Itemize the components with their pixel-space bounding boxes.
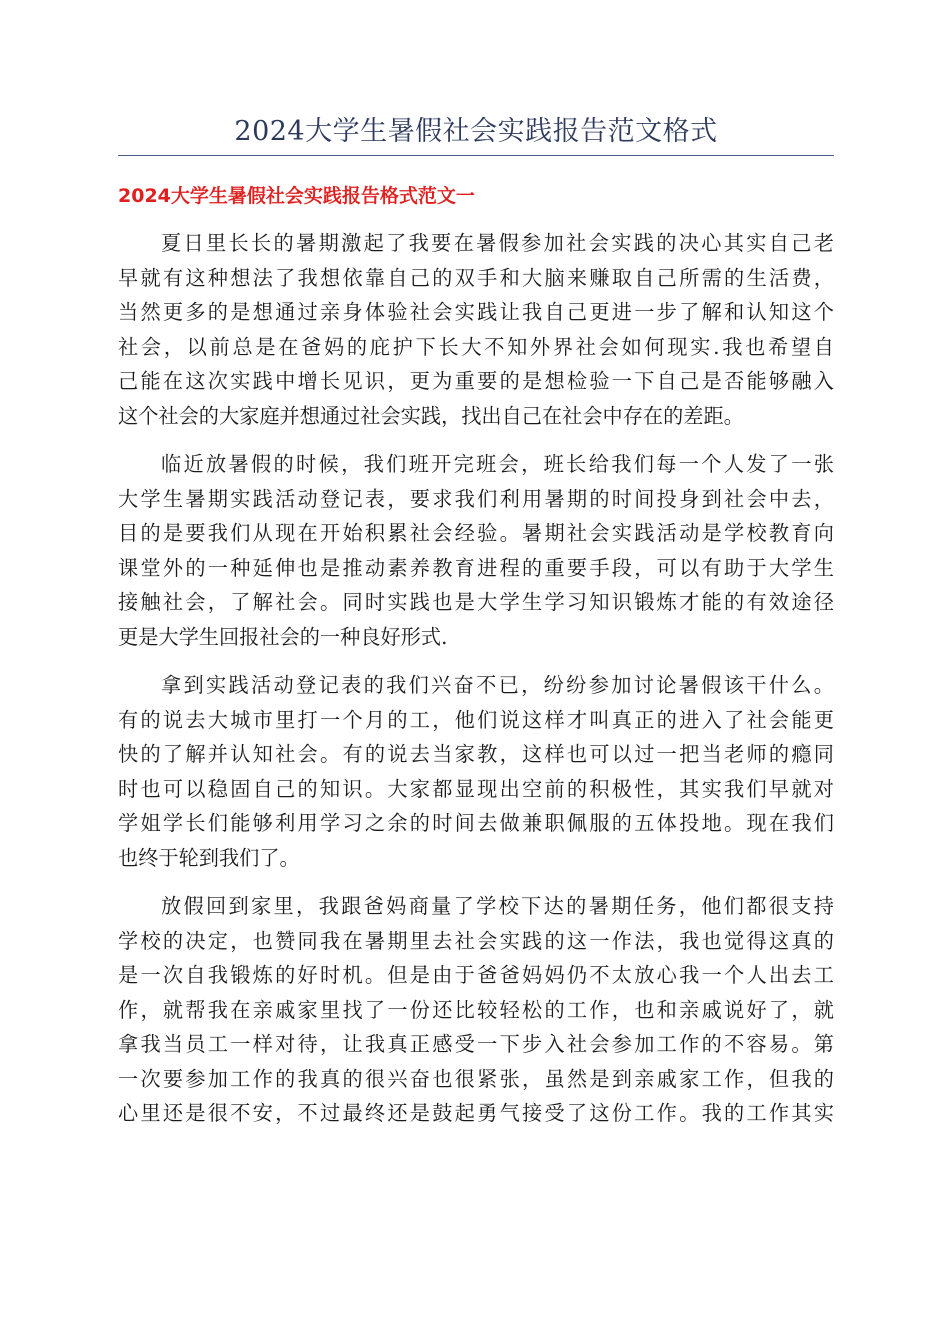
body-text: [118, 226, 834, 1145]
paragraph-line: 课堂外的一种延伸也是推动素养教育进程的重要手段，可以有助于大学生: [118, 555, 834, 580]
paragraph-line: 己能在这次实践中增长见识，更为重要的是想检验一下自己是否能够融入: [118, 369, 834, 393]
paragraph-3: [118, 668, 834, 875]
paragraph-line: 作，就帮我在亲戚家里找了一份还比较轻松的工作，也和亲戚说好了，就: [118, 997, 834, 1022]
paragraph-line: 夏日里长长的暑期激起了我要在暑假参加社会实践的决心其实自己老: [161, 231, 834, 255]
paragraph-line: 学校的决定，也赞同我在暑期里去社会实践的这一作法，我也觉得这真的: [118, 928, 834, 953]
paragraph-line: 早就有这种想法了我想依靠自己的双手和大脑来赚取自己所需的生活费，: [118, 265, 834, 290]
paragraph-2: [118, 447, 834, 654]
section-heading: 2024大学生暑假社会实践报告格式范文一: [118, 185, 475, 207]
paragraph-line: 接触社会，了解社会。同时实践也是大学生学习知识锻炼才能的有效途径: [118, 590, 834, 614]
paragraph-line: 时也可以稳固自己的知识。大家都显现出空前的积极性，其实我们早就对: [118, 776, 834, 801]
paragraph-line: 大学生暑期实践活动登记表，要求我们利用暑期的时间投身到社会中去，: [118, 486, 834, 511]
paragraph-line: 学姐学长们能够利用学习之余的时间去做兼职佩服的五体投地。现在我们: [118, 811, 834, 835]
paragraph-line: 更是大学生回报社会的一种良好形式.: [118, 624, 448, 649]
paragraph-line: 拿到实践活动登记表的我们兴奋不已，纷纷参加讨论暑假该干什么。: [161, 673, 834, 697]
paragraph-line: 也终于轮到我们了。: [118, 845, 300, 870]
paragraph-line: 拿我当员工一样对待，让我真正感受一下步入社会参加工作的不容易。第: [118, 1032, 834, 1056]
paragraph-line: 一次要参加工作的我真的很兴奋也很紧张，虽然是到亲戚家工作，但我的: [118, 1066, 834, 1091]
paragraph-line: 临近放暑假的时候，我们班开完班会，班长给我们每一个人发了一张: [161, 452, 834, 476]
paragraph-line: 心里还是很不安，不过最终还是鼓起勇气接受了这份工作。我的工作其实: [118, 1101, 834, 1125]
paragraph-1: [118, 226, 834, 433]
paragraph-line: 放假回到家里，我跟爸妈商量了学校下达的暑期任务，他们都很支持: [161, 894, 834, 918]
paragraph-line: 这个社会的大家庭并想通过社会实践，找出自己在社会中存在的差距。: [118, 403, 744, 428]
paragraph-4: [118, 889, 834, 1131]
paragraph-line: 是一次自我锻炼的好时机。但是由于爸爸妈妈仍不太放心我一个人出去工: [118, 963, 834, 987]
paragraph-line: 当然更多的是想通过亲身体验社会实践让我自己更进一步了解和认知这个: [118, 300, 834, 324]
paragraph-line: 有的说去大城市里打一个月的工，他们说这样才叫真正的进入了社会能更: [118, 707, 834, 732]
paragraph-line: 目的是要我们从现在开始积累社会经验。暑期社会实践活动是学校教育向: [118, 521, 834, 545]
paragraph-line: 快的了解并认知社会。有的说去当家教，这样也可以过一把当老师的瘾同: [118, 742, 834, 766]
document-title: 2024大学生暑假社会实践报告范文格式: [234, 116, 718, 147]
paragraph-line: 社会，以前总是在爸妈的庇护下长大不知外界社会如何现实.我也希望自: [118, 334, 834, 359]
title-underline: [118, 155, 834, 156]
